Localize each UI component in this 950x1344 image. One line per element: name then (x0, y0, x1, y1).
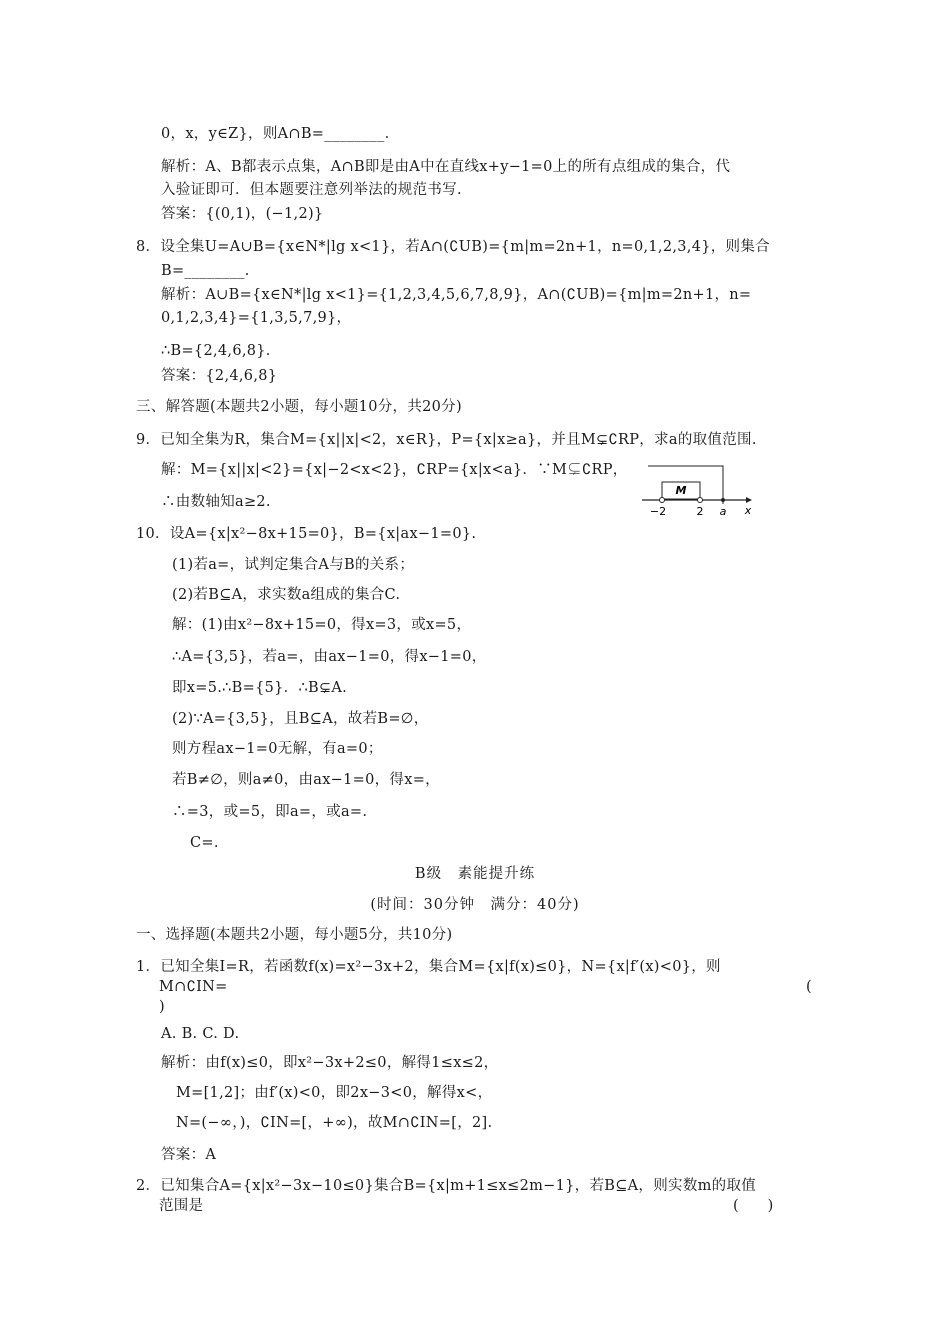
text-line: (2)∵A={3,5}，且B⊆A，故若B=∅， (172, 711, 429, 727)
set-m-label: M (675, 484, 687, 497)
question-2: 2．已知集合A={x|x²−3x−10≤0}集合B={x|m+1≤x≤2m−1}，若B⊆A，则实数m的取值 (136, 1178, 757, 1194)
text-line: 解：M={x||x|<2}={x|−2<x<2}，∁RP={x|x<a}．∵M⊊∁RP， (161, 462, 628, 478)
answer-line: 答案：{2,4,6,8} (161, 368, 278, 384)
choice-options: A. B. C. D. (161, 1026, 240, 1042)
tick-label-2: 2 (696, 505, 704, 518)
text-line: 则方程ax−1=0无解，有a=0； (172, 741, 383, 757)
number-line-figure (638, 462, 758, 520)
text-line: 解析：A、B都表示点集，A∩B即是由A中在直线x+y−1=0上的所有点组成的集合，代 (161, 159, 731, 175)
text-line: 0,1,2,3,4}={1,3,5,7,9}， (161, 310, 352, 326)
answer-paren-open: ( (806, 979, 812, 995)
level-heading: B级 素能提升练 (414, 866, 536, 882)
text-line: 解析：A∪B={x∈N*|lg x<1}={1,2,3,4,5,6,7,8,9}，A∩(∁UB)={m|m=2n+1，n= (161, 287, 752, 303)
text-line: ∴A={3,5}，若a=，由ax−1=0，得x−1=0， (172, 649, 487, 665)
question-1: 1．已知全集I=R，若函数f(x)=x²−3x+2，集合M={x|f(x)≤0}，N={x|f′(x)<0}，则 (136, 959, 721, 975)
text-line: N=(−∞，)，∁IN=[，+∞)，故M∩∁IN=[，2]. (176, 1115, 493, 1131)
open-point-neg2 (660, 498, 665, 503)
text-line: 范围是 (159, 1198, 204, 1214)
text-line: C=. (190, 835, 219, 851)
text-line: M=[1,2]；由f′(x)<0，即2x−3<0，解得x<， (176, 1085, 493, 1101)
answer-paren: ( ) (733, 1198, 774, 1214)
axis-arrow (746, 497, 752, 503)
text-line: (2)若B⊆A，求实数a组成的集合C. (172, 587, 401, 603)
text-line: B=________. (161, 263, 250, 279)
answer-line: 答案：A (161, 1147, 217, 1163)
open-point-2 (698, 498, 703, 503)
section-heading: 一、选择题(本题共2小题，每小题5分，共10分) (136, 927, 453, 943)
section-heading: 三、解答题(本题共2小题，每小题10分，共20分) (136, 399, 462, 415)
axis-label-x: x (744, 504, 752, 517)
text-line: ∴由数轴知a≥2. (161, 494, 271, 510)
text-line: ∴B={2,4,6,8}. (161, 343, 271, 359)
text-line: 0，x，y∈Z}，则A∩B=________. (161, 126, 390, 142)
text-line: 若B≠∅，则a≠0，由ax−1=0，得x=， (172, 772, 440, 788)
question-10: 10．设A={x|x²−8x+15=0}，B={x|ax−1=0}. (136, 526, 477, 542)
text-line: 解：(1)由x²−8x+15=0，得x=3，或x=5， (172, 617, 472, 633)
question-8: 8．设全集U=A∪B={x∈N*|lg x<1}，若A∩(∁UB)={m|m=2n+1，n=0,1,2,3,4}，则集合 (136, 239, 770, 255)
text-line: 入验证即可．但本题要注意列举法的规范书写. (161, 182, 462, 198)
answer-line: 答案：{(0,1)，(−1,2)} (161, 206, 324, 222)
text-line: 解析：由f(x)≤0，即x²−3x+2≤0，解得1≤x≤2， (161, 1055, 499, 1071)
text-line: (1)若a=，试判定集合A与B的关系； (172, 557, 415, 573)
text-line: ∴=3，或=5，即a=，或a=. (172, 804, 368, 820)
tick-label-neg2: −2 (649, 505, 667, 518)
tick-label-a: a (719, 505, 727, 518)
point-a (721, 498, 725, 502)
question-9: 9．已知全集为R，集合M={x||x|<2，x∈R}，P={x|x≥a}，并且M⊊∁RP，求a的取值范围. (136, 432, 757, 448)
text-line: ) (159, 999, 165, 1015)
text-line: 即x=5.∴B={5}．∴B⊊A. (172, 680, 348, 696)
text-line: M∩∁IN= (159, 979, 228, 995)
time-score-line: (时间：30分钟 满分：40分) (370, 897, 580, 913)
